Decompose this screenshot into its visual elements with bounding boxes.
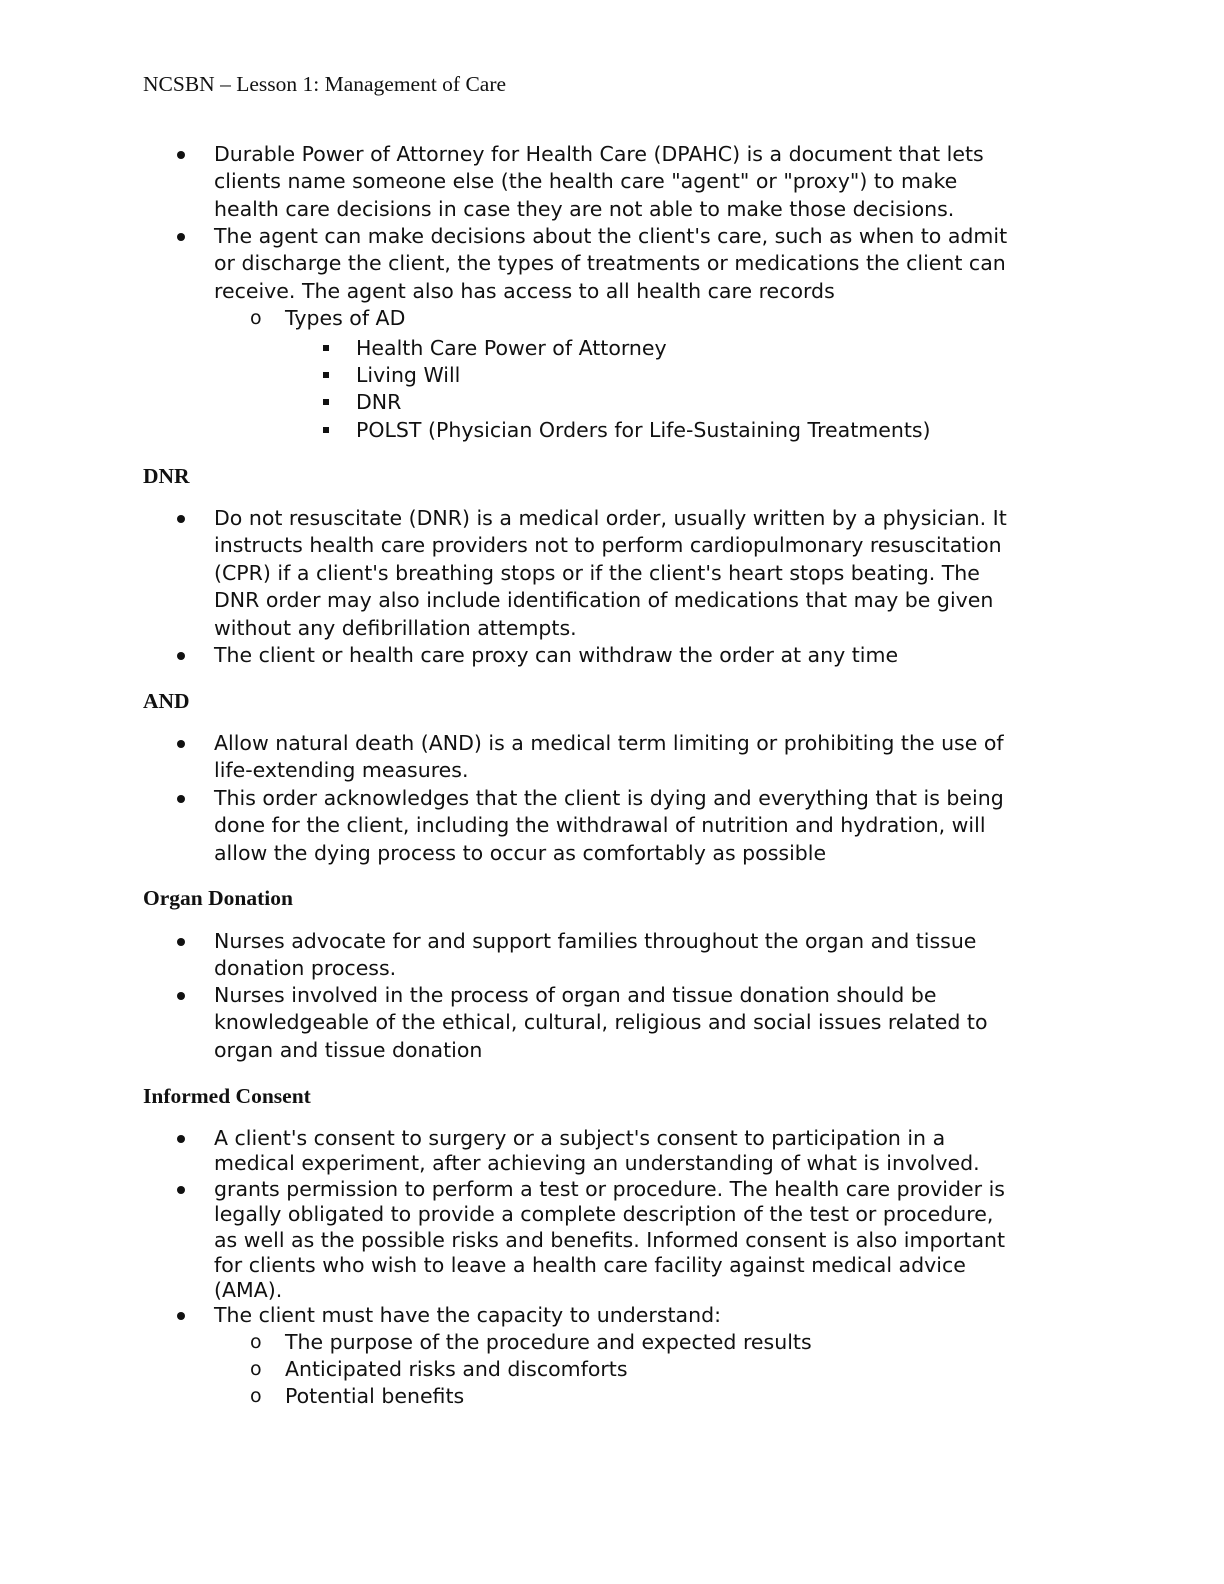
consent-sub-item: Anticipated risks and discomforts — [285, 1357, 628, 1381]
paragraph-dnr-withdraw: The client or health care proxy can withdraw the order at any time — [214, 643, 899, 667]
sub-bullet-marker: o — [250, 307, 262, 329]
consent-sub-item: Potential benefits — [285, 1384, 465, 1408]
paragraph-agent-decisions: The agent can make decisions about the client's care, such as when to admit or discharge the client, the types of treatments or medications the client can receive. The agent also has access to all health care records — [214, 224, 1008, 303]
square-bullet-marker — [323, 399, 329, 405]
bullet-marker — [177, 652, 185, 660]
paragraph-dnr-definition: Do not resuscitate (DNR) is a medical order, usually written by a physician. It instructs health care providers not to perform cardiopulmonary resuscitation (CPR) if a client's breathing stops or if the client's heart stops beating. The DNR order may also include identification of medications that may be given without any defibrillation attempts. — [214, 506, 1007, 640]
ad-type-item: POLST (Physician Orders for Life-Sustaining Treatments) — [356, 418, 931, 442]
ad-type-item: DNR — [356, 390, 402, 414]
bullet-marker — [177, 233, 185, 241]
square-bullet-marker — [323, 372, 329, 378]
paragraph-and-order: This order acknowledges that the client is dying and everything that is being done for the client, including the withdrawal of nutrition and hydration, will allow the dying process to occur as comfortably as possible — [214, 786, 1004, 865]
paragraph-consent-definition: A client's consent to surgery or a subject's consent to participation in a medical experiment, after achieving an understanding of what is involved. — [214, 1126, 980, 1176]
paragraph-dpahc-definition: Durable Power of Attorney for Health Care (DPAHC) is a document that lets clients name someone else (the health care "agent" or "proxy") to make health care decisions in case they are not able to make those decisions. — [214, 142, 984, 221]
bullet-marker — [177, 992, 185, 1000]
bullet-marker — [177, 151, 185, 159]
ad-type-item: Living Will — [356, 363, 461, 387]
square-bullet-marker — [323, 345, 329, 351]
bullet-marker — [177, 740, 185, 748]
consent-sub-item: The purpose of the procedure and expected results — [285, 1330, 812, 1354]
sub-bullet-marker: o — [250, 1358, 262, 1380]
bullet-marker — [177, 1186, 185, 1194]
square-bullet-marker — [323, 427, 329, 433]
bullet-marker — [177, 938, 185, 946]
page-header: NCSBN – Lesson 1: Management of Care — [143, 72, 507, 96]
section-heading-organ-donation: Organ Donation — [143, 886, 293, 910]
bullet-marker — [177, 515, 185, 523]
bullet-marker — [177, 1135, 185, 1143]
section-heading-and: AND — [143, 689, 190, 713]
paragraph-and-definition: Allow natural death (AND) is a medical term limiting or prohibiting the use of life-extending measures. — [214, 731, 1004, 783]
sub-bullet-marker: o — [250, 1385, 262, 1407]
bullet-marker — [177, 1312, 185, 1320]
paragraph-organ-knowledge: Nurses involved in the process of organ and tissue donation should be knowledgeable of the ethical, cultural, religious and social issues related to organ and tissue donation — [214, 983, 988, 1062]
paragraph-organ-advocate: Nurses advocate for and support families throughout the organ and tissue donation process. — [214, 929, 977, 981]
bullet-marker — [177, 795, 185, 803]
sub-item-types-of-ad: Types of AD — [285, 306, 406, 330]
paragraph-consent-permission: grants permission to perform a test or procedure. The health care provider is legally obligated to provide a complete description of the test or procedure, as well as the possible risks and benefits. Informed consent is also important for clients who wish to leave a health care facility against medical advice (AMA). — [214, 1177, 1006, 1303]
section-heading-dnr: DNR — [143, 464, 190, 488]
paragraph-consent-capacity: The client must have the capacity to understand: — [214, 1303, 722, 1327]
sub-bullet-marker: o — [250, 1331, 262, 1353]
ad-type-item: Health Care Power of Attorney — [356, 336, 667, 360]
section-heading-informed-consent: Informed Consent — [143, 1084, 311, 1108]
